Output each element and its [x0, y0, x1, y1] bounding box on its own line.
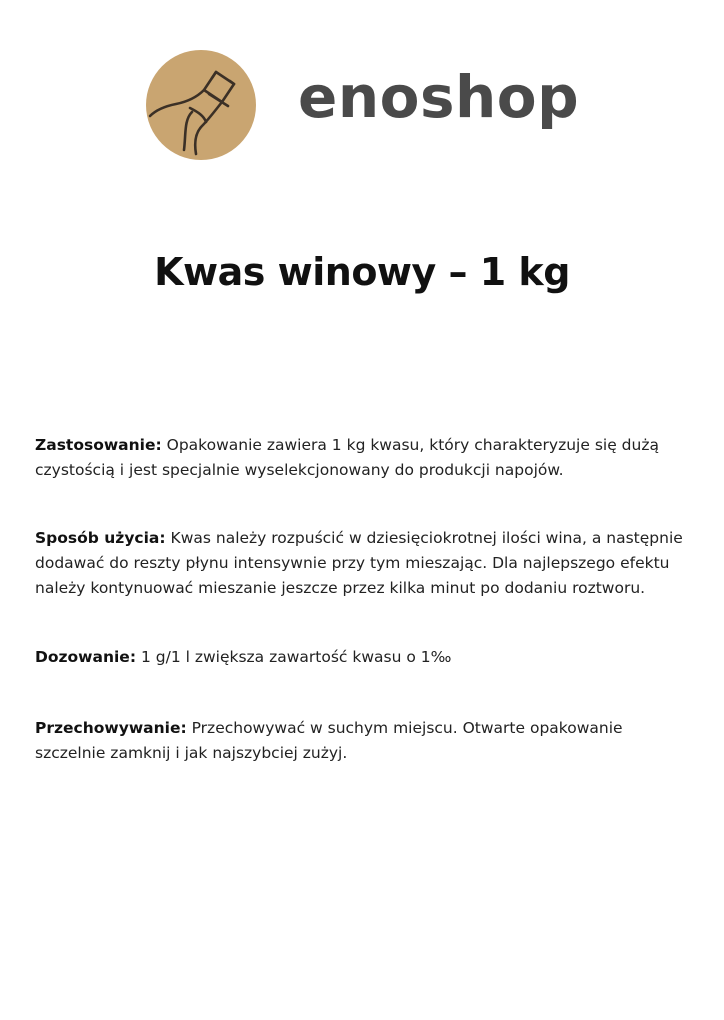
- section-text: 1 g/1 l zwiększa zawartość kwasu o 1‰: [140, 648, 452, 666]
- brand-name: enoshop: [298, 63, 580, 131]
- section-storage: [35, 716, 695, 766]
- section-instructions: [35, 526, 695, 601]
- section-label: Dozowanie:: [35, 648, 137, 666]
- section-text: Przechowywać w suchym miejscu. Otwarte opakowanie szczelnie zamknij i jak najszybciej zużyj.: [35, 719, 623, 762]
- section-text: Opakowanie zawiera 1 kg kwasu, który charakteryzuje się dużą czystością i jest specjalnie wyselekcjonowany do produkcji napojów.: [35, 436, 659, 479]
- bottle-icon: [146, 50, 256, 160]
- brand-header: [146, 50, 586, 162]
- section-label: Zastosowanie:: [35, 436, 162, 454]
- section-text: Kwas należy rozpuścić w dziesięciokrotnej ilości wina, a następnie dodawać do reszty płynu intensywnie przy tym mieszając. Dla najlepszego efektu należy kontynuować mieszanie jeszcze przez kilka minut po dodaniu roztworu.: [35, 529, 683, 597]
- section-label: Sposób użycia:: [35, 529, 166, 547]
- section-label: Przechowywanie:: [35, 719, 187, 737]
- section-dosage: [35, 645, 695, 670]
- page-title: Kwas winowy – 1 kg: [154, 250, 570, 294]
- section-usage: [35, 433, 695, 483]
